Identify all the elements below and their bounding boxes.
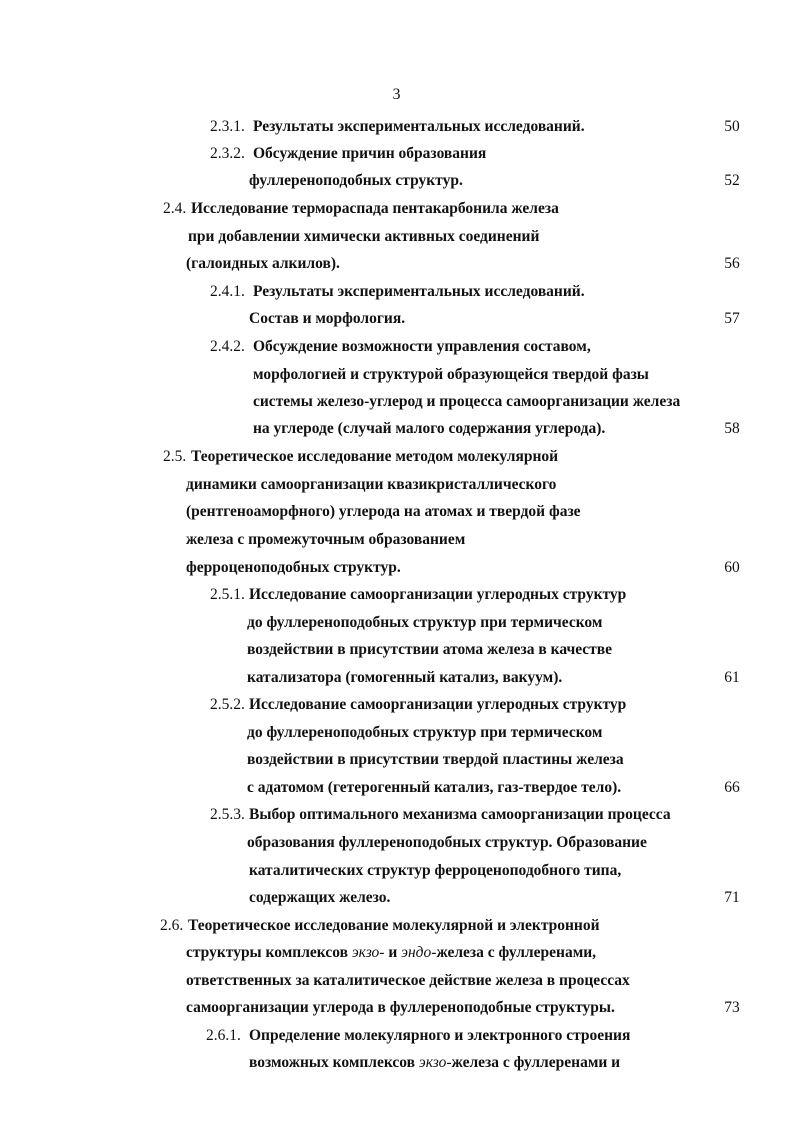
toc-line (0, 915, 793, 937)
toc-page: 71 (724, 889, 740, 906)
toc-line (0, 253, 793, 275)
toc-title (186, 942, 596, 964)
toc-line (0, 1025, 793, 1047)
toc-line (0, 557, 793, 579)
toc-line (0, 612, 793, 634)
toc-title (249, 1052, 620, 1074)
toc-line (0, 226, 793, 248)
toc-line (0, 777, 793, 799)
toc-page: 73 (724, 999, 740, 1016)
toc-title: Результаты экспериментальных исследований. (253, 118, 585, 135)
toc-title: воздействии в присутствии твердой пластины железа (247, 751, 624, 768)
toc-line (0, 832, 793, 854)
toc-line (0, 860, 793, 882)
toc-title: катализатора (гомогенный катализ, вакуум). (247, 669, 563, 686)
toc-number: 2.3.2. (210, 145, 245, 162)
toc-title-part: и (384, 944, 402, 961)
toc-title: фуллереноподобных структур. (249, 172, 463, 189)
toc-number: 2.3.1. (210, 118, 245, 135)
toc-title-italic: экзо- (351, 944, 385, 961)
toc-line (0, 667, 793, 689)
toc-line (0, 804, 793, 826)
toc-page: 58 (724, 420, 740, 437)
toc-title-part: железа с фуллеренами и (451, 1054, 621, 1071)
toc-page: 66 (724, 779, 740, 796)
toc-line (0, 970, 793, 992)
toc-title: (рентгеноаморфного) углерода на атомах и твердой фазе (186, 503, 581, 520)
toc-line (0, 391, 793, 413)
toc-page: 57 (724, 310, 740, 327)
toc-title: Исследование самоорганизации углеродных структур (249, 586, 627, 603)
toc-number: 2.5.3. (210, 806, 245, 823)
toc-line (0, 143, 793, 165)
toc-title: (галоидных алкилов). (186, 255, 340, 272)
toc-title: при добавлении химически активных соединений (188, 228, 540, 245)
toc-title: каталитических структур ферроценоподобного типа, (249, 862, 622, 879)
toc-number: 2.5. (163, 448, 187, 465)
toc-title: с адатомом (гетерогенный катализ, газ-твердое тело). (247, 779, 622, 796)
toc-line (0, 198, 793, 220)
toc-line (0, 997, 793, 1019)
toc-title: ответственных за каталитическое действие железа в процессах (186, 972, 630, 989)
toc-title: Теоретическое исследование методом молекулярной (191, 448, 559, 465)
toc-number: 2.4. (163, 200, 187, 217)
toc-title: Исследование терморaспада пентакарбонила железа (191, 200, 559, 217)
toc-line (0, 529, 793, 551)
toc-page: 56 (724, 255, 740, 272)
toc-title: самоорганизации углерода в фуллереноподобные структуры. (186, 999, 615, 1016)
toc-title: Обсуждение причин образования (253, 145, 487, 162)
toc-title: до фуллереноподобных структур при термическом (247, 724, 603, 741)
toc-title: Исследование самоорганизации углеродных структур (249, 696, 627, 713)
toc-title: системы железо-углерод и процесса самоорганизации железа (253, 393, 681, 410)
toc-line (0, 501, 793, 523)
toc-title-part: возможных комплексов (249, 1054, 419, 1071)
toc-title-italic: эндо- (401, 944, 437, 961)
toc-page: 61 (724, 669, 740, 686)
toc-title: Теоретическое исследование молекулярной и электронной (188, 917, 600, 934)
toc-page: 60 (724, 559, 740, 576)
toc-title: образования фуллереноподобных структур. Образование (247, 834, 647, 851)
toc-number: 2.4.2. (210, 338, 245, 355)
toc-number: 2.5.1. (210, 586, 245, 603)
toc-title-part: железа с фуллеренами, (436, 944, 597, 961)
toc-title-italic: экзо- (418, 1054, 452, 1071)
toc-title: содержащих железо. (249, 889, 391, 906)
toc-page: 50 (724, 118, 740, 135)
toc-title: ферроценоподобных структур. (186, 559, 401, 576)
toc-title: морфологией и структурой образующейся твердой фазы (253, 366, 649, 383)
toc-number: 2.6. (160, 917, 184, 934)
toc-line (0, 722, 793, 744)
page-number: 3 (392, 86, 401, 103)
toc-line (0, 336, 793, 358)
toc-title: Результаты экспериментальных исследований. (253, 283, 585, 300)
toc-line (0, 308, 793, 330)
toc-line (0, 474, 793, 496)
toc-line (0, 694, 793, 716)
toc-number: 2.4.1. (210, 283, 245, 300)
toc-title: железа с промежуточным образованием (186, 531, 466, 548)
toc-line (0, 1052, 793, 1074)
toc-line (0, 584, 793, 606)
toc-title: до фуллереноподобных структур при термическом (247, 614, 603, 631)
toc-title-part: структуры комплексов (186, 944, 352, 961)
toc-line (0, 446, 793, 468)
toc-title: на углероде (случай малого содержания углерода). (253, 420, 606, 437)
toc-line (0, 281, 793, 303)
toc-line (0, 364, 793, 386)
toc-line (0, 639, 793, 661)
toc-number: 2.5.2. (210, 696, 245, 713)
toc-title: Состав и морфология. (249, 310, 406, 327)
toc-line (0, 170, 793, 192)
toc-line (0, 887, 793, 909)
toc-line (0, 418, 793, 440)
toc-title: динамики самоорганизации квазикристаллического (186, 476, 557, 493)
toc-title: Выбор оптимального механизма самоорганизации процесса (249, 806, 671, 823)
toc-page: 52 (724, 172, 740, 189)
toc-number: 2.6.1. (206, 1027, 241, 1044)
toc-title: воздействии в присутствии атома железа в качестве (247, 641, 613, 658)
toc-line (0, 116, 793, 138)
toc-title: Обсуждение возможности управления составом, (253, 338, 591, 355)
toc-line (0, 749, 793, 771)
toc-title: Определение молекулярного и электронного строения (249, 1027, 631, 1044)
toc-line (0, 942, 793, 964)
